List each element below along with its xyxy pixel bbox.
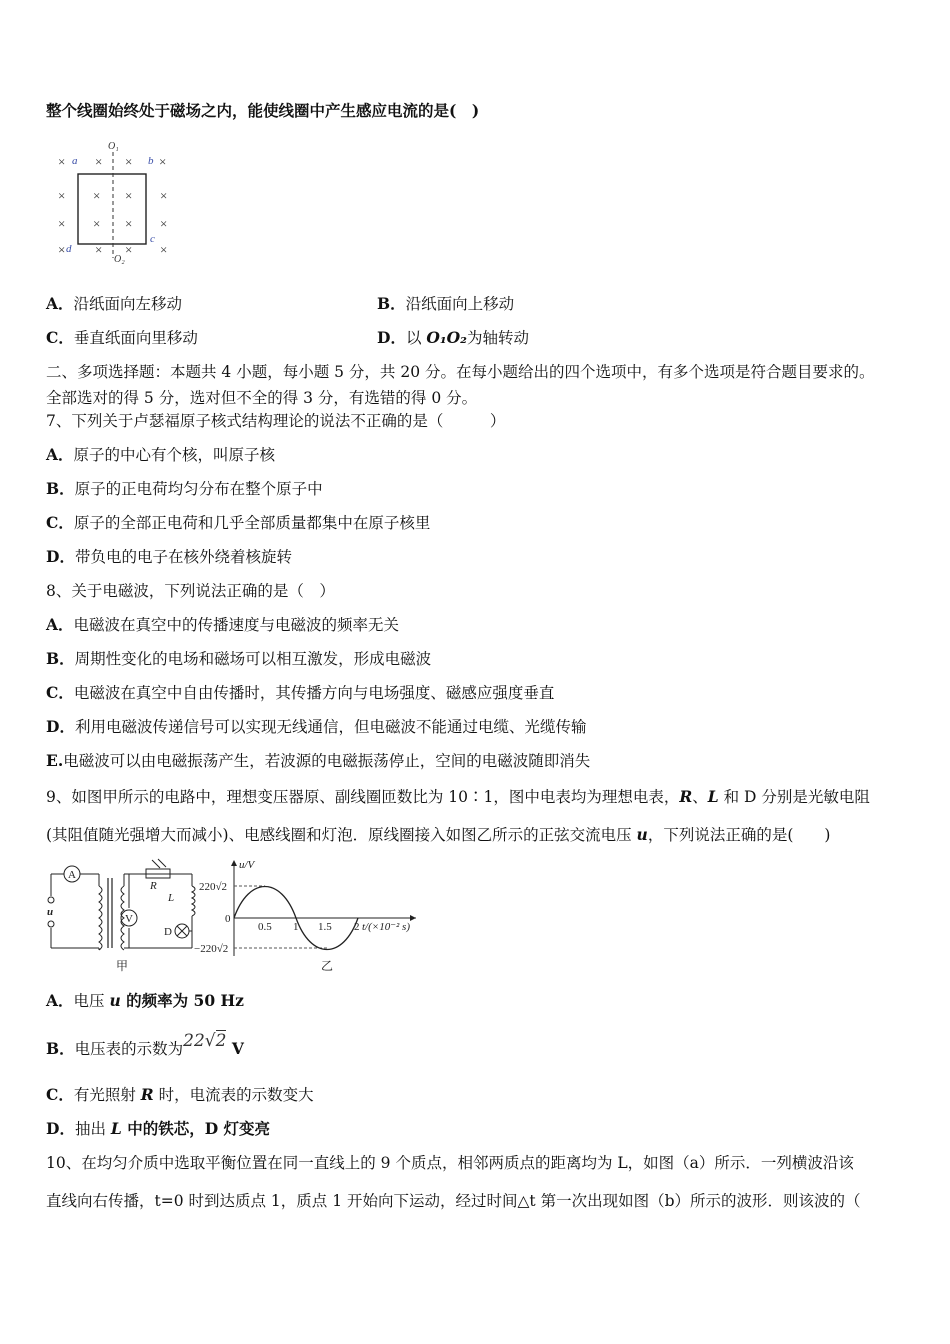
q8-option-e[interactable]	[46, 750, 590, 772]
input-label: u	[47, 906, 54, 918]
x-tick-label: 1	[293, 921, 299, 933]
cross-mark: ×	[160, 242, 168, 257]
q7-option-a[interactable]	[46, 444, 275, 466]
cross-mark: ×	[125, 242, 133, 257]
option-letter: C．	[46, 328, 74, 347]
option-letter: A．	[46, 445, 74, 464]
q6-coil-figure	[50, 138, 190, 268]
y-max-label: 220√2	[199, 881, 228, 893]
inductor-label: L	[168, 892, 175, 904]
ammeter-label: A	[68, 869, 76, 881]
q7-stem: 7、下列关于卢瑟福原子核式结构理论的说法不正确的是（ ）	[46, 412, 506, 430]
x-axis-label: t/(×10⁻² s)	[362, 921, 410, 933]
option-letter: A．	[46, 615, 74, 634]
option-text: 时，电流表的示数变大	[153, 1086, 314, 1104]
option-text: 垂直纸面向里移动	[73, 329, 198, 347]
q8-option-b[interactable]	[46, 648, 431, 670]
lamp-label: D	[164, 926, 172, 938]
option-text: 电压	[73, 992, 110, 1010]
var-r: R	[679, 787, 693, 806]
voltage-radicand: 2	[215, 1031, 227, 1051]
cross-mark: ×	[58, 188, 66, 203]
cross-mark: ×	[58, 216, 66, 231]
q7-option-d[interactable]	[46, 546, 292, 568]
stem-text: 、	[692, 788, 708, 806]
var-l: L	[110, 1119, 122, 1138]
stem-text: 9、如图甲所示的电路中，理想变压器原、副线圈匝数比为 10∶1，图中电表均为理想电表，	[46, 788, 680, 806]
primary-coil	[99, 886, 102, 950]
var-r: R	[140, 1085, 154, 1104]
axis-symbol: O₁O₂	[426, 328, 467, 347]
option-text: 中的铁芯，D 灯变亮	[121, 1119, 271, 1138]
coil-rect	[78, 174, 146, 244]
option-text: 有光照射	[73, 1086, 141, 1104]
cross-mark: ×	[125, 154, 133, 169]
var-l: L	[707, 787, 719, 806]
q7-option-b[interactable]	[46, 478, 323, 500]
option-text: 为轴转动	[466, 329, 529, 347]
q9-stem-line1	[46, 786, 870, 808]
option-text: 电压表的示数为	[74, 1040, 184, 1058]
option-text: 带负电的电子在核外绕着核旋转	[74, 548, 292, 566]
cross-mark: ×	[95, 242, 103, 257]
label-a: a	[72, 155, 78, 167]
q10-stem-line1: 10、在均匀介质中选取平衡位置在同一直线上的 9 个质点，相邻两质点的距离均为 L，如图（a）所示．一列横波沿该	[46, 1154, 854, 1172]
option-letter: B．	[46, 479, 75, 498]
cross-mark: ×	[95, 154, 103, 169]
label-o2: O₂	[114, 254, 125, 265]
cross-mark: ×	[58, 242, 66, 257]
sqrt-sign: √	[204, 1031, 216, 1051]
caption-jia: 甲	[116, 959, 129, 973]
option-text: 利用电磁波传递信号可以实现无线通信，但电磁波不能通过电缆、光缆传输	[74, 718, 587, 736]
section-heading: 二、多项选择题：本题共 4 小题，每小题 5 分，共 20 分。在每小题给出的四个选项中，有多个选项是符合题目要求的。	[46, 363, 875, 381]
option-text: 原子的全部正电荷和几乎全部质量都集中在原子核里	[73, 514, 431, 532]
label-o1: O₁	[108, 141, 119, 152]
var-u: u	[109, 991, 121, 1010]
option-letter: B．	[377, 294, 406, 313]
waveform-graph	[194, 859, 416, 973]
option-letter: B．	[46, 1039, 75, 1058]
q6-option-c[interactable]	[46, 327, 198, 349]
q10-stem-line2: 直线向右传播，t=0 时到达质点 1，质点 1 开始向下运动，经过时间△t 第一次出现如图（b）所示的波形．则该波的（	[46, 1192, 861, 1210]
option-text: 抽出	[74, 1120, 111, 1138]
voltmeter-label: V	[125, 913, 133, 925]
q8-stem: 8、关于电磁波，下列说法正确的是（ ）	[46, 582, 335, 600]
q9-stem-line2	[46, 824, 830, 846]
label-c: c	[150, 233, 155, 245]
stem-text: (其阻值随光强增大而减小)、电感线圈和灯泡．原线圈接入如图乙所示的正弦交流电压	[46, 826, 637, 844]
option-letter: D．	[46, 547, 75, 566]
q9-figure	[44, 856, 434, 978]
inductor-coil	[192, 886, 195, 916]
option-text: 的频率为 50 Hz	[120, 991, 244, 1010]
cross-mark: ×	[93, 216, 101, 231]
option-letter: C．	[46, 513, 74, 532]
voltage-value	[183, 1026, 226, 1056]
q6-option-a[interactable]	[46, 293, 182, 315]
q9-option-c[interactable]	[46, 1084, 314, 1106]
q8-option-c[interactable]	[46, 682, 554, 704]
option-text: 电磁波可以由电磁振荡产生，若波源的电磁振荡停止，空间的电磁波随即消失	[63, 752, 591, 770]
cross-mark: ×	[125, 188, 133, 203]
option-letter: C．	[46, 1085, 74, 1104]
q7-option-c[interactable]	[46, 512, 430, 534]
option-letter: D．	[46, 717, 75, 736]
x-tick-label: 1.5	[318, 921, 332, 933]
resistor-label: R	[150, 880, 157, 892]
option-text: 以	[405, 329, 427, 347]
q9-option-a[interactable]	[46, 990, 244, 1012]
option-letter: C．	[46, 683, 74, 702]
option-text: 沿纸面向上移动	[405, 295, 515, 313]
label-b: b	[148, 155, 154, 167]
q6-stem: 整个线圈始终处于磁场之内，能使线圈中产生感应电流的是( )	[46, 101, 480, 120]
y-axis-label: u/V	[239, 859, 255, 871]
option-letter: A．	[46, 294, 74, 313]
q6-option-b[interactable]	[377, 293, 514, 315]
option-letter: D．	[46, 1119, 75, 1138]
cross-mark: ×	[160, 216, 168, 231]
q8-option-a[interactable]	[46, 614, 399, 636]
q9-option-b[interactable]	[46, 1031, 244, 1064]
y-zero-label: 0	[225, 913, 231, 925]
cross-mark: ×	[93, 188, 101, 203]
q6-option-d[interactable]	[377, 327, 529, 349]
q9-option-d[interactable]	[46, 1118, 270, 1140]
caption-yi: 乙	[321, 959, 334, 973]
section-instructions: 全部选对的得 5 分，选对但不全的得 3 分，有选错的得 0 分。	[46, 389, 478, 407]
option-letter: A．	[46, 991, 74, 1010]
option-text: 电磁波在真空中自由传播时，其传播方向与电场强度、磁感应强度垂直	[73, 684, 555, 702]
stem-text: 和 D 分别是光敏电阻	[718, 788, 870, 806]
var-u: u	[636, 825, 648, 844]
option-text: 沿纸面向左移动	[73, 295, 183, 313]
option-text: 原子的中心有个核，叫原子核	[73, 446, 276, 464]
x-tick-label: 0.5	[258, 921, 272, 933]
stem-text: ，下列说法正确的是( )	[647, 826, 831, 844]
option-text: 原子的正电荷均匀分布在整个原子中	[74, 480, 323, 498]
cross-mark: ×	[159, 154, 167, 169]
q8-option-d[interactable]	[46, 716, 586, 738]
x-tick-label: 2	[354, 921, 360, 933]
option-letter: E.	[46, 751, 64, 770]
cross-mark: ×	[58, 154, 66, 169]
y-min-label: −220√2	[194, 943, 229, 955]
label-d: d	[66, 243, 72, 255]
cross-mark: ×	[160, 188, 168, 203]
option-text: 电磁波在真空中的传播速度与电磁波的频率无关	[73, 616, 400, 634]
option-letter: D．	[377, 328, 406, 347]
cross-mark: ×	[125, 216, 133, 231]
voltage-coefficient: 22	[183, 1031, 205, 1051]
option-text: 周期性变化的电场和磁场可以相互激发，形成电磁波	[74, 650, 432, 668]
option-letter: B．	[46, 649, 75, 668]
option-unit: V	[226, 1039, 244, 1058]
